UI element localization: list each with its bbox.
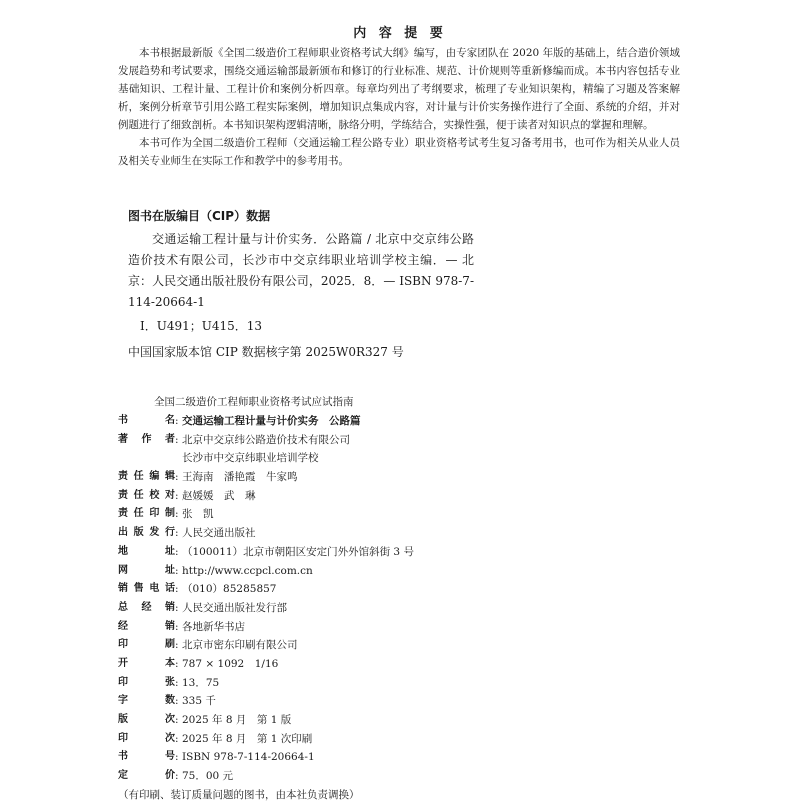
- colophon-label: 印张: [118, 676, 175, 688]
- colophon-row-general-distributor: [118, 599, 578, 618]
- colophon-colon: :: [175, 657, 179, 670]
- colophon-row-editor: [118, 468, 578, 487]
- colophon-label: 销售电话: [118, 583, 175, 595]
- page-title: 内 容 提 要: [353, 26, 447, 41]
- colophon-label: 责任印制: [118, 508, 175, 520]
- colophon-label: 版次: [118, 714, 175, 725]
- colophon-row-address: [118, 543, 578, 562]
- quality-note: （有印刷、装订质量问题的图书，由本社负责调换）: [118, 788, 360, 801]
- colophon-label: 著作者: [118, 433, 175, 445]
- colophon: [118, 393, 578, 804]
- colophon-value: 北京中交京纬公路造价技术有限公司: [182, 433, 350, 446]
- colophon-label: 出版发行: [118, 527, 175, 539]
- colophon-row-printing-supervisor: [118, 505, 578, 524]
- cip-block: [128, 206, 474, 363]
- colophon-value: 2025 年 8 月 第 1 版: [182, 714, 292, 726]
- colophon-row-author-cont: [118, 449, 578, 468]
- colophon-colon: :: [175, 620, 179, 633]
- colophon-row-website: [118, 562, 578, 581]
- colophon-value: 335 千: [182, 695, 216, 708]
- colophon-row-author: [118, 431, 578, 450]
- colophon-colon: :: [175, 732, 179, 745]
- colophon-label: 总经销: [118, 601, 175, 613]
- colophon-value: http://www.ccpcl.com.cn: [182, 564, 313, 577]
- cip-record: 交通运输工程计量与计价实务．公路篇 / 北京中交京纬公路造价技术有限公司，长沙市中交京纬职业培训学校主编．— 北京：人民交通出版社股份有限公司，2025．8．— ISBN 978-7-114-20664-1: [128, 232, 474, 309]
- colophon-value: ISBN 978-7-114-20664-1: [182, 751, 315, 764]
- colophon-label: 定价: [118, 770, 175, 782]
- colophon-value: 交通运输工程计量与计价实务 公路篇: [182, 415, 361, 427]
- colophon-row-isbn: [118, 748, 578, 767]
- colophon-row-impression: [118, 730, 578, 749]
- colophon-row-distributor: [118, 618, 578, 637]
- colophon-label: 网址: [118, 564, 175, 576]
- colophon-colon: :: [175, 545, 179, 558]
- colophon-row-title: [118, 412, 578, 431]
- summary-paragraph: 本书可作为全国二级造价工程师（交通运输工程公路专业）职业资格考试考生复习备考用书，也可作为相关从业人员及相关专业师生在实际工作和教学中的参考用书。: [118, 137, 680, 167]
- colophon-label: 地址: [118, 545, 175, 557]
- colophon-label: 开本: [118, 657, 175, 669]
- colophon-colon: :: [175, 527, 179, 540]
- colophon-colon: :: [175, 601, 179, 614]
- colophon-colon: :: [175, 489, 179, 502]
- colophon-colon: :: [175, 433, 179, 446]
- colophon-value: 王海南 潘艳霞 牛家鸣: [182, 471, 298, 484]
- colophon-value: 各地新华书店: [182, 620, 245, 633]
- colophon-colon: :: [175, 676, 179, 689]
- colophon-colon: :: [175, 751, 179, 764]
- colophon-value: 赵媛媛 武 琳: [182, 489, 256, 502]
- colophon-value: 2025 年 8 月 第 1 次印刷: [182, 732, 313, 745]
- cip-heading: 图书在版编目（CIP）数据: [128, 209, 271, 223]
- summary-section: [118, 44, 680, 170]
- colophon-colon: :: [175, 508, 179, 521]
- colophon-value: 13．75: [182, 676, 220, 689]
- colophon-colon: :: [175, 583, 179, 596]
- colophon-row-proofreader: [118, 487, 578, 506]
- colophon-label: 经销: [118, 620, 175, 632]
- colophon-row-sales-phone: [118, 580, 578, 599]
- series-title: 全国二级造价工程师职业资格考试应试指南: [154, 396, 354, 408]
- colophon-value: 张 凯: [182, 508, 214, 521]
- colophon-label: 印次: [118, 732, 175, 744]
- colophon-colon: :: [175, 639, 179, 652]
- colophon-label: 书名: [118, 415, 175, 426]
- colophon-row-publisher: [118, 524, 578, 543]
- colophon-row-format: [118, 655, 578, 674]
- colophon-value: 长沙市中交京纬职业培训学校: [182, 452, 319, 465]
- colophon-row-price: [118, 767, 578, 786]
- colophon-colon: :: [175, 714, 179, 726]
- colophon-label: 书号: [118, 751, 175, 763]
- colophon-value: 787 × 1092 1/16: [182, 657, 279, 670]
- colophon-value: （100011）北京市朝阳区安定门外外馆斜街 3 号: [182, 545, 414, 558]
- colophon-colon: :: [175, 415, 179, 427]
- colophon-value: 人民交通出版社: [182, 527, 256, 540]
- colophon-label: 印刷: [118, 639, 175, 651]
- colophon-colon: :: [175, 471, 179, 484]
- colophon-row-printer: [118, 636, 578, 655]
- colophon-value: 人民交通出版社发行部: [182, 601, 287, 614]
- cip-classification: Ⅰ．U491；U415．13: [140, 319, 263, 333]
- colophon-value: 北京市密东印刷有限公司: [182, 639, 298, 652]
- colophon-colon: :: [175, 695, 179, 708]
- colophon-label: 责任校对: [118, 489, 175, 501]
- colophon-row-word-count: [118, 692, 578, 711]
- colophon-label: 字数: [118, 695, 175, 707]
- colophon-row-edition: [118, 711, 578, 730]
- colophon-label: 责任编辑: [118, 471, 175, 483]
- colophon-row-printed-sheets: [118, 674, 578, 693]
- colophon-colon: :: [175, 564, 179, 577]
- colophon-colon: :: [175, 770, 179, 783]
- colophon-value: （010）85285857: [182, 583, 277, 596]
- colophon-value: 75．00 元: [182, 770, 234, 783]
- cip-number: 中国国家版本馆 CIP 数据核字第 2025W0R327 号: [128, 345, 404, 359]
- summary-paragraph: 本书根据最新版《全国二级造价工程师职业资格考试大纲》编写，由专家团队在 2020 年版的基础上，结合造价领域发展趋势和考试要求，围绕交通运输部最新颁布和修订的行业标准、规范、计价规则等重新修编而成。本书内容包括专业基础知识、工程计量、工程计价和案例分析四章。每章均列出了考纲要求，梳理了专业知识架构，精编了习题及答案解析，案例分析章节引用公路工程实际案例，增加知识点集成内容，对计量与计价实务操作进行了全面、系统的介绍，并对例题进行了细致剖析。本书知识架构逻辑清晰，脉络分明，学练结合，实操性强，便于读者对知识点的掌握和理解。: [118, 47, 680, 131]
